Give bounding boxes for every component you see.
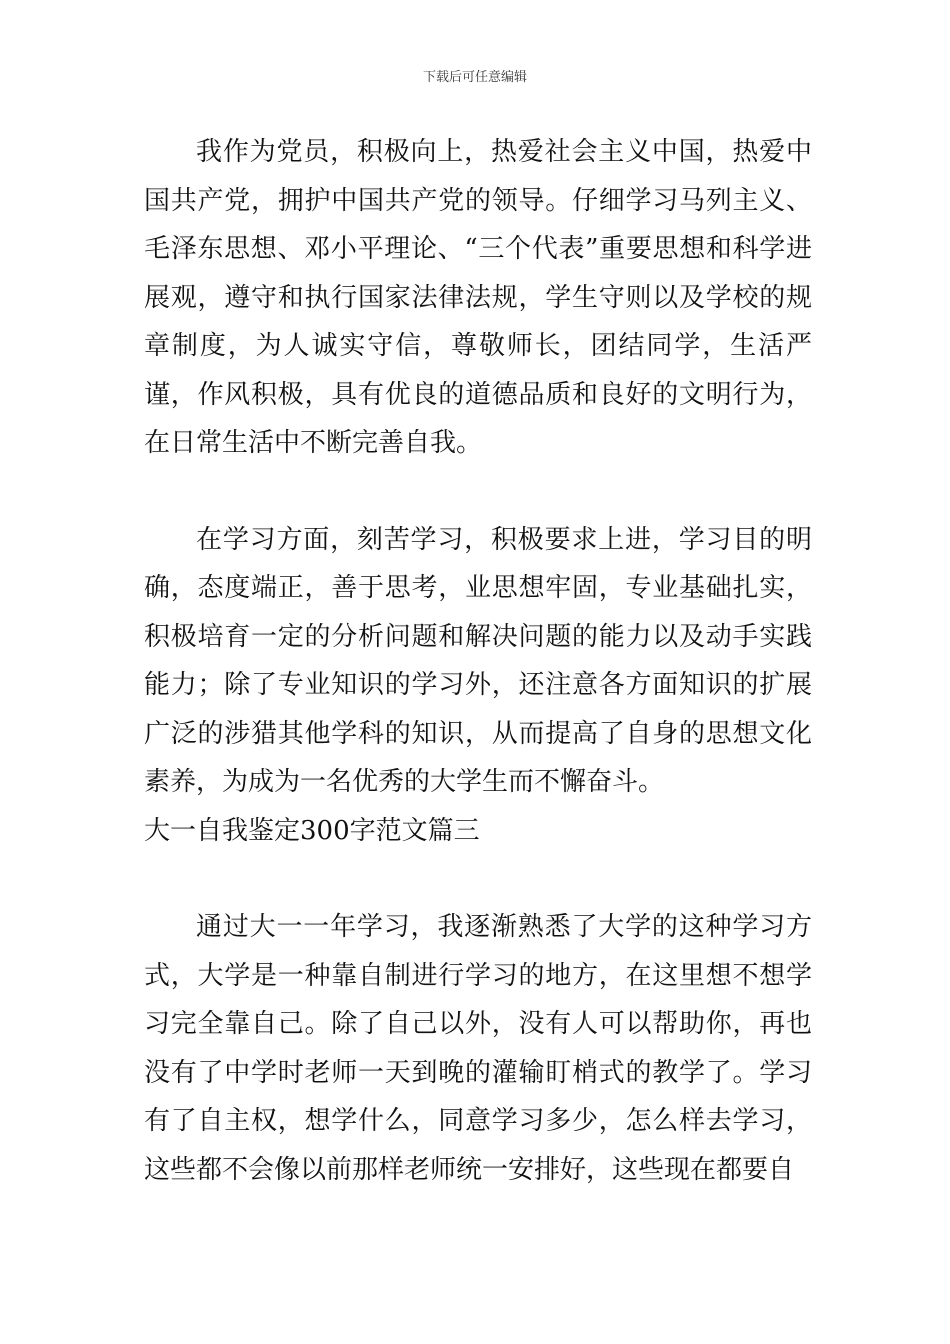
paragraph-party-member: 我作为党员，积极向上，热爱社会主义中国，热爱中国共产党，拥护中国共产党的领导。仔细学习马列主义、毛泽东思想、邓小平理论、“三个代表”重要思想和科学进展观，遵守和执行国家法律法规，学生守则以及学校的规章制度，为人诚实守信，尊敬师长，团结同学，生活严谨，作风积极，具有优良的道德品质和良好的文明行为，在日常生活中不断完善自我。	[144, 137, 812, 458]
paragraph-study: 在学习方面，刻苦学习，积极要求上进，学习目的明确，态度端正，善于思考，业思想牢固，专业基础扎实，积极培育一定的分析问题和解决问题的能力以及动手实践能力；除了专业知识的学习外，还注意各方面知识的扩展广泛的涉猎其他学科的知识，从而提高了自身的思想文化素养，为成为一名优秀的大学生而不懈奋斗。	[144, 524, 812, 797]
section-title: 大一自我鉴定300字范文篇三	[144, 815, 480, 846]
document-body	[144, 128, 812, 1194]
paragraph-freshman-year: 通过大一一年学习，我逐渐熟悉了大学的这种学习方式，大学是一种靠自制进行学习的地方，在这里想不想学习完全靠自己。除了自己以外，没有人可以帮助你，再也没有了中学时老师一天到晚的灌输盯梢式的教学了。学习有了自主权，想学什么，同意学习多少，怎么样去学习，这些都不会像以前那样老师统一安排好，这些现在都要自	[144, 912, 812, 1185]
page-header-note: 下载后可任意编辑	[422, 70, 527, 85]
